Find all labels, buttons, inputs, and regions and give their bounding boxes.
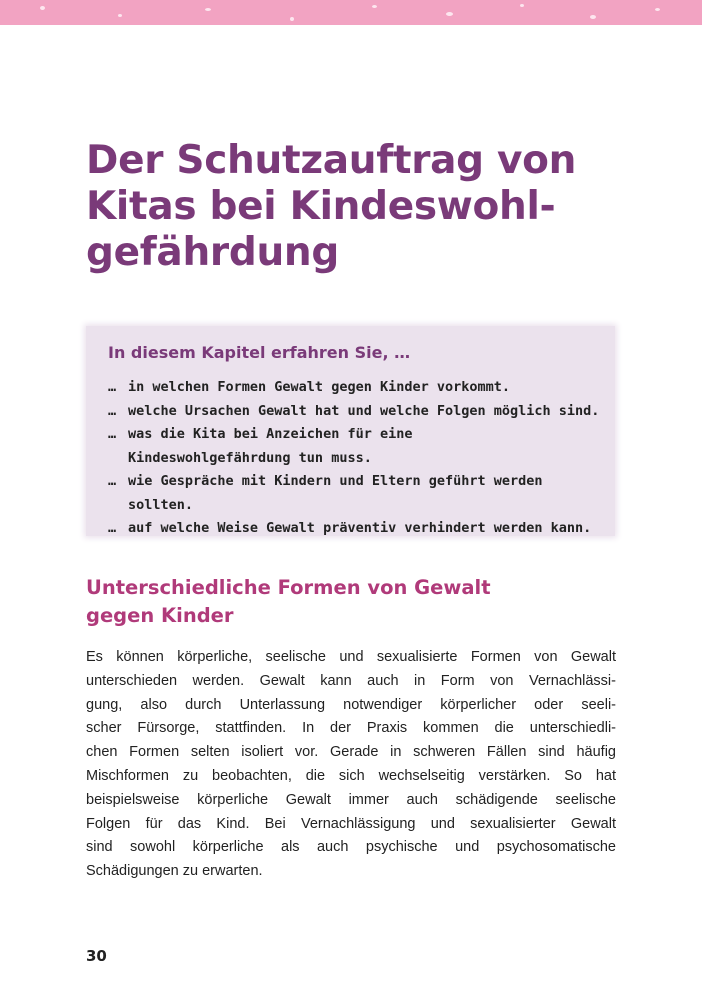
chapter-summary-box [86, 326, 615, 536]
chapter-title [86, 138, 646, 276]
summary-item-text: auf welche Weise Gewalt präventiv verhindert werden kann. [128, 520, 592, 536]
summary-item [108, 517, 608, 541]
summary-item-text: wie Gespräche mit Kindern und Eltern geführt werden sollten. [128, 473, 543, 513]
page-number: 30 [86, 947, 107, 965]
chapter-title-line: Kitas bei Kindeswohl- [86, 184, 556, 229]
summary-item-text: was die Kita bei Anzeichen für eine Kindeswohlgefährdung tun muss. [128, 426, 413, 466]
body-line: gung, also durch Unterlassung notwendiger körperlicher oder seeli- [86, 696, 616, 713]
summary-item-text: welche Ursachen Gewalt hat und welche Folgen möglich sind. [128, 402, 600, 419]
body-line: Schädigungen zu erwarten. [86, 863, 263, 880]
chapter-title-line: gefährdung [86, 230, 340, 275]
body-line: chen Formen selten isoliert vor. Gerade in schweren Fällen sind häufig [86, 744, 616, 761]
summary-list [108, 376, 608, 541]
section-heading [86, 574, 616, 630]
summary-heading: In diesem Kapitel erfahren Sie, … [108, 343, 411, 362]
summary-item [108, 400, 608, 424]
summary-item [108, 376, 608, 400]
summary-item [108, 470, 608, 517]
ellipsis-bullet: … [108, 473, 117, 489]
body-line: sind sowohl körperliche als auch psychische und psychosomatische [86, 839, 616, 856]
chapter-title-line: Der Schutzauftrag von [86, 138, 577, 183]
ellipsis-bullet: … [108, 520, 117, 536]
summary-item-text: in welchen Formen Gewalt gegen Kinder vorkommt. [128, 379, 511, 395]
body-line: Mischformen zu beobachten, die sich wechselseitig verstärken. So hat [86, 767, 616, 784]
section-heading-line: gegen Kinder [86, 604, 234, 627]
ellipsis-bullet: … [108, 379, 117, 395]
body-line: Es können körperliche, seelische und sexualisierte Formen von Gewalt [86, 649, 616, 665]
summary-item [108, 423, 608, 470]
body-paragraph [86, 646, 616, 884]
body-line: unterschieden werden. Gewalt kann auch in Form von Vernachlässi- [86, 672, 616, 689]
section-heading-line: Unterschiedliche Formen von Gewalt [86, 576, 491, 599]
ellipsis-bullet: … [108, 426, 117, 442]
ellipsis-bullet: … [108, 402, 117, 419]
decorative-top-band [0, 0, 702, 25]
body-line: scher Fürsorge, stattfinden. In der Praxis kommen die unterschiedli- [86, 720, 616, 737]
body-line: Folgen für das Kind. Bei Vernachlässigung und sexualisierter Gewalt [86, 815, 616, 832]
body-line: beispielsweise körperliche Gewalt immer auch schädigende seelische [86, 791, 616, 808]
